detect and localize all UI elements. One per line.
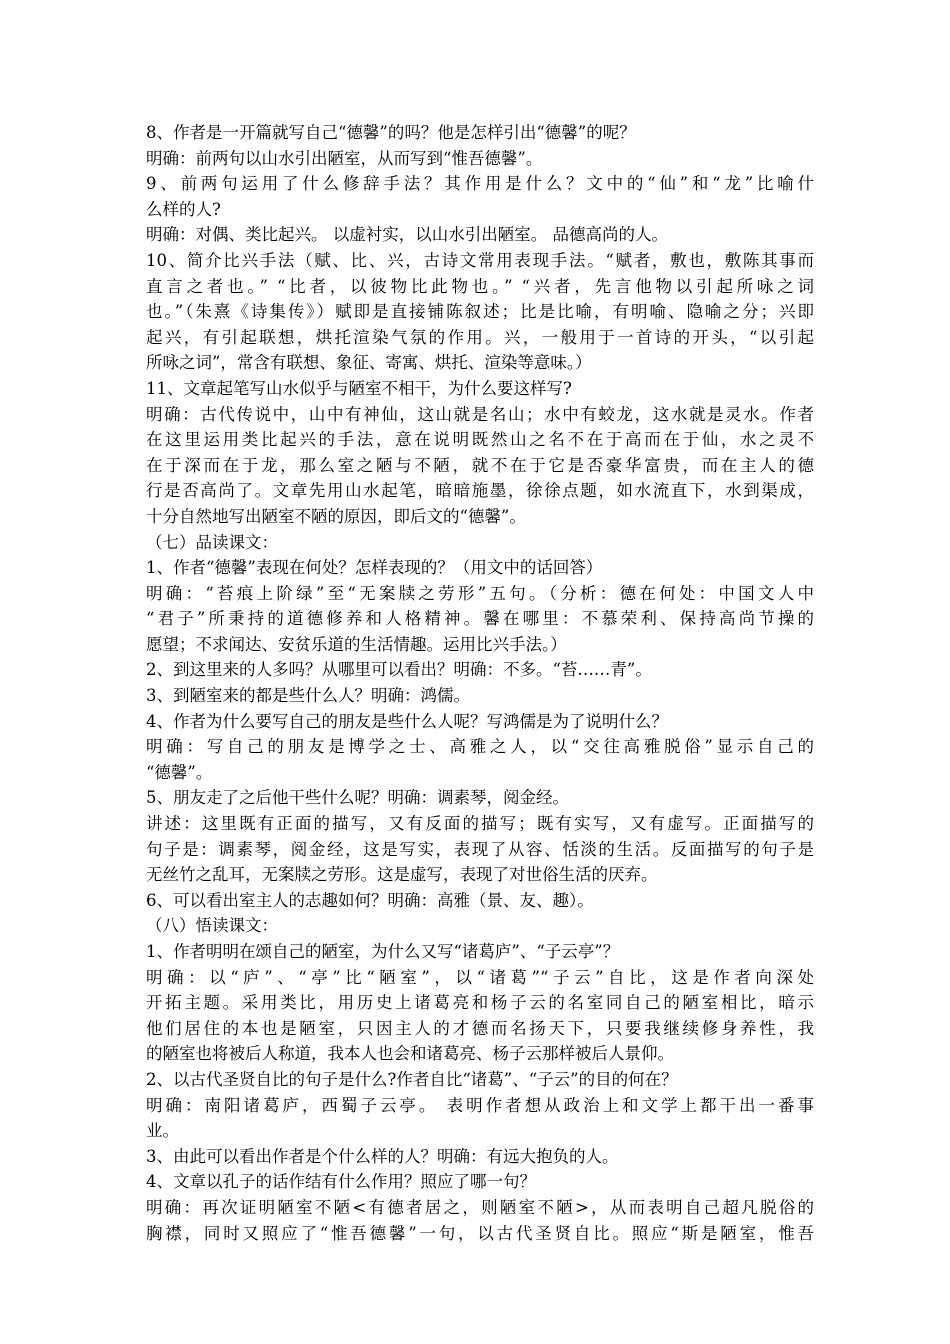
- text-line: 直言之者也。” “比者，以彼物比此物也。” “兴者，先言他物以引起所咏之词: [146, 276, 814, 296]
- document-body: [146, 120, 814, 1246]
- text-line: 明确：再次证明陋室不陋<有德者居之，则陋室不陋>，从而表明自己超凡脱俗的: [146, 1197, 814, 1217]
- text-line: 在这里运用类比起兴的手法，意在说明既然山之名不在于高而在于仙，水之灵不: [146, 430, 814, 450]
- text-line: “德馨”。: [146, 762, 213, 782]
- text-line: 1、作者“德馨”表现在何处？怎样表现的？（用文中的话回答）: [146, 558, 603, 578]
- text-line: 3、到陋室来的都是些什么人？明确：鸿儒。: [146, 686, 470, 706]
- text-line: 明确：写自己的朋友是博学之士、高雅之人，以“交往高雅脱俗”显示自己的: [146, 737, 814, 757]
- text-line: 行是否高尚了。文章先用山水起笔，暗暗施墨，徐徐点题，如水流直下，水到渠成，: [146, 481, 814, 501]
- text-line: 明确：以“庐”、“亭”比“陋室”，以“诸葛”“子云”自比，这是作者向深处: [146, 967, 814, 987]
- text-line: 胸襟，同时又照应了“惟吾德馨”一句，以古代圣贤自比。照应“斯是陋室，惟吾: [146, 1223, 814, 1243]
- text-line: 么样的人?: [146, 199, 221, 219]
- text-line: 1、作者明明在颂自己的陋室，为什么又写“诸葛庐”、“子云亭”？: [146, 942, 620, 961]
- text-line: 开拓主题。采用类比，用历史上诸葛亮和杨子云的名室同自己的陋室相比，暗示: [146, 993, 814, 1013]
- text-line: 3、由此可以看出作者是个什么样的人？明确：有远大抱负的人。: [146, 1146, 619, 1166]
- text-line: 也。”（朱熹《诗集传》）赋即是直接铺陈叙述；比是比喻，有明喻、隐喻之分；兴即: [146, 302, 814, 322]
- text-line: 明确：前两句以山水引出陋室，从而写到“惟吾德馨”。: [146, 148, 543, 168]
- text-line: （七）品读课文：: [146, 532, 278, 552]
- text-line: 起兴，有引起联想，烘托渲染气氛的作用。兴，一般用于一首诗的开头，“以引起: [146, 327, 814, 347]
- text-line: 所咏之词”，常含有联想、象征、寄寓、烘托、渲染等意味。）: [146, 353, 592, 373]
- text-line: 在于深而在于龙，那么室之陋与不陋，就不在于它是否豪华富贵，而在主人的德: [146, 455, 814, 475]
- text-line: 句子是：调素琴，阅金经，这是写实，表现了从容、恬淡的生活。反面描写的句子是: [146, 839, 814, 859]
- text-line: 10、简介比兴手法（赋、比、兴，古诗文常用表现手法。“赋者，敷也，敷陈其事而: [146, 250, 814, 270]
- text-line: 十分自然地写出陋室不陋的原因，即后文的“德馨”。: [146, 506, 526, 526]
- text-line: 明确：古代传说中，山中有神仙，这山就是名山；水中有蛟龙，这水就是灵水。作者: [146, 404, 814, 424]
- text-line: 4、作者为什么要写自己的朋友是些什么人呢？写鸿儒是为了说明什么？: [146, 711, 668, 731]
- text-line: （八）悟读课文：: [146, 916, 278, 936]
- text-line: 8、作者是一开篇就写自己“德馨”的吗？他是怎样引出“德馨”的呢？: [146, 123, 636, 142]
- text-line: 9、前两句运用了什么修辞手法？其作用是什么？文中的“仙”和“龙”比喻什: [146, 174, 814, 194]
- text-line: 4、文章以孔子的话作结有什么作用？照应了哪一句？: [146, 1172, 536, 1192]
- text-line: “君子”所秉持的道德修养和人格精神。馨在哪里：不慕荣利、保持高尚节操的: [146, 609, 814, 629]
- text-line: 无丝竹之乱耳，无案牍之劳形。这是虚写，表现了对世俗生活的厌弃。: [146, 865, 658, 885]
- text-line: 愿望；不求闻达、安贫乐道的生活情趣。运用比兴手法。）: [146, 634, 567, 654]
- text-line: 2、以古代圣贤自比的句子是什么?作者自比“诸葛”、“子云”的目的何在？: [146, 1069, 678, 1089]
- text-line: 讲述：这里既有正面的描写，又有反面的描写；既有实写，又有虚写。正面描写的: [146, 814, 814, 834]
- text-line: 2、到这里来的人多吗？从哪里可以看出？明确：不多。“苔……青”。: [146, 660, 652, 680]
- text-line: 他们居住的本也是陋室，只因主人的才德而名扬天下，只要我继续修身养性，我: [146, 1018, 814, 1038]
- text-line: 的陋室也将被后人称道，我本人也会和诸葛亮、杨子云那样被后人景仰。: [146, 1044, 674, 1064]
- text-line: 11、文章起笔写山水似乎与陋室不相干，为什么要这样写?: [146, 378, 572, 398]
- text-line: 6、可以看出室主人的志趣如何？明确：高雅（景、友、趣）。: [146, 890, 594, 910]
- text-line: 明确：南阳诸葛庐，西蜀子云亭。 表明作者想从政治上和文学上都干出一番事: [146, 1095, 814, 1115]
- text-line: 业。: [146, 1121, 179, 1141]
- text-line: 5、朋友走了之后他干些什么呢？明确：调素琴，阅金经。: [146, 788, 569, 808]
- text-line: 明确：对偶、类比起兴。 以虚衬实，以山水引出陋室。 品德高尚的人。: [146, 225, 668, 245]
- text-line: 明确：“苔痕上阶绿”至“无案牍之劳形”五句。（分析：德在何处：中国文人中: [146, 583, 814, 603]
